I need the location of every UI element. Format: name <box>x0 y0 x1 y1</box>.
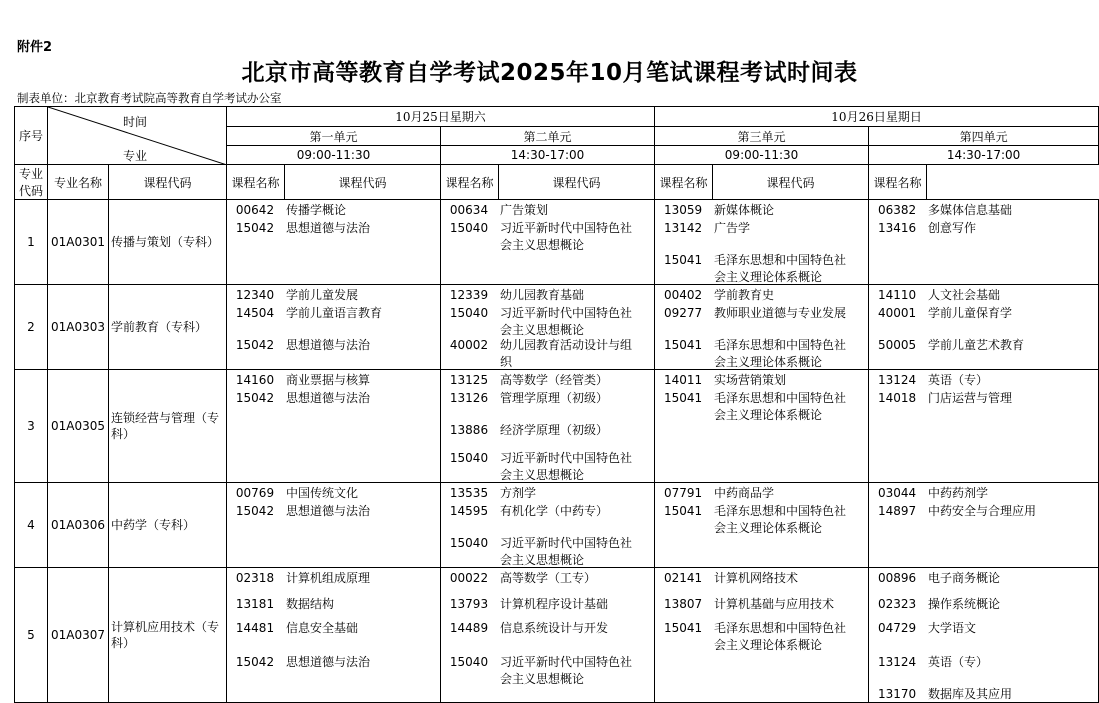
course-name: 计算机基础与应用技术 <box>714 597 835 611</box>
course-name: 学前教育史 <box>714 288 775 302</box>
row-major-name: 中药学（专科） <box>109 483 227 568</box>
course-code: 14018 <box>877 391 917 405</box>
course-name: 习近平新时代中国特色社 会主义思想概论 <box>500 221 633 252</box>
course-code: 15042 <box>235 504 275 518</box>
course-name: 习近平新时代中国特色社 会主义思想概论 <box>500 451 633 482</box>
course-code: 15040 <box>449 221 489 235</box>
course-name: 计算机网络技术 <box>714 571 799 585</box>
course-name: 数据结构 <box>286 597 335 611</box>
course-name: 英语（专） <box>928 373 989 387</box>
course-name: 操作系统概论 <box>928 597 1001 611</box>
course-name: 英语（专） <box>928 655 989 669</box>
table-row <box>15 370 1099 483</box>
header-time: 时间 <box>123 115 148 129</box>
course-name: 教师职业道德与专业发展 <box>714 306 847 320</box>
header-major-code: 专业代码 <box>15 165 48 200</box>
row-major-code: 01A0303 <box>48 285 109 370</box>
course-code: 14160 <box>235 373 275 387</box>
course-code: 06382 <box>877 203 917 217</box>
course-code: 00402 <box>663 288 703 302</box>
course-name: 思想道德与法治 <box>286 655 371 669</box>
header-unit-4: 第四单元 <box>869 127 1099 146</box>
course-code: 15042 <box>235 655 275 669</box>
course-name: 中药安全与合理应用 <box>928 504 1037 518</box>
course-code: 15041 <box>663 391 703 405</box>
course-code: 13416 <box>877 221 917 235</box>
header-unit-3: 第三单元 <box>655 127 869 146</box>
exam-slot-3 <box>655 568 869 703</box>
header-time-major <box>48 107 227 165</box>
row-major-name: 连锁经营与管理（专科） <box>109 370 227 483</box>
course-code: 40002 <box>449 338 489 352</box>
course-code: 15041 <box>663 253 703 267</box>
course-name: 学前儿童语言教育 <box>286 306 383 320</box>
course-code: 15040 <box>449 536 489 550</box>
course-name: 有机化学（中药专） <box>500 504 609 518</box>
exam-slot-4 <box>869 483 1099 568</box>
course-name: 多媒体信息基础 <box>928 203 1013 217</box>
table-row <box>15 568 1099 703</box>
row-seq: 1 <box>15 200 48 285</box>
course-code: 13124 <box>877 655 917 669</box>
course-code: 13793 <box>449 597 489 611</box>
course-name: 人文社会基础 <box>928 288 1001 302</box>
attachment-label: 附件2 <box>17 40 53 55</box>
course-name: 毛泽东思想和中国特色社 会主义理论体系概论 <box>714 621 847 652</box>
course-name: 中药药剂学 <box>928 486 989 500</box>
course-code: 13059 <box>663 203 703 217</box>
course-name: 商业票据与核算 <box>286 373 371 387</box>
row-major-name: 计算机应用技术（专科） <box>109 568 227 703</box>
exam-slot-4 <box>869 200 1099 285</box>
course-name: 创意写作 <box>928 221 977 235</box>
header-course-code-4: 课程代码 <box>713 165 869 200</box>
course-code: 02323 <box>877 597 917 611</box>
course-name: 高等数学（工专） <box>500 571 597 585</box>
page-title: 北京市高等教育自学考试2025年10月笔试课程考试时间表 <box>241 60 858 86</box>
course-name: 计算机程序设计基础 <box>500 597 609 611</box>
header-major-name: 专业名称 <box>48 165 109 200</box>
course-code: 00896 <box>877 571 917 585</box>
exam-slot-1 <box>227 568 441 703</box>
course-name: 习近平新时代中国特色社 会主义思想概论 <box>500 655 633 686</box>
course-code: 00022 <box>449 571 489 585</box>
header-time-4: 14:30-17:00 <box>869 146 1099 165</box>
exam-slot-2 <box>441 285 655 370</box>
course-code: 12339 <box>449 288 489 302</box>
table-row <box>15 200 1099 285</box>
course-name: 中国传统文化 <box>286 486 359 500</box>
header-course-code-3: 课程代码 <box>499 165 655 200</box>
header-day2: 10月26日星期日 <box>655 107 1099 127</box>
exam-slot-3 <box>655 285 869 370</box>
course-code: 13807 <box>663 597 703 611</box>
course-name: 毛泽东思想和中国特色社 会主义理论体系概论 <box>714 391 847 422</box>
row-major-code: 01A0301 <box>48 200 109 285</box>
course-code: 13125 <box>449 373 489 387</box>
course-name: 思想道德与法治 <box>286 504 371 518</box>
course-code: 15041 <box>663 338 703 352</box>
header-major: 专业 <box>123 149 148 163</box>
course-code: 15042 <box>235 391 275 405</box>
course-code: 14897 <box>877 504 917 518</box>
course-code: 15042 <box>235 338 275 352</box>
course-code: 14595 <box>449 504 489 518</box>
course-name: 习近平新时代中国特色社 会主义思想概论 <box>500 306 633 337</box>
course-name: 方剂学 <box>500 486 537 500</box>
header-time-2: 14:30-17:00 <box>441 146 655 165</box>
course-code: 13126 <box>449 391 489 405</box>
course-code: 13124 <box>877 373 917 387</box>
exam-slot-1 <box>227 200 441 285</box>
exam-slot-2 <box>441 568 655 703</box>
row-major-name: 传播与策划（专科） <box>109 200 227 285</box>
exam-slot-4 <box>869 568 1099 703</box>
issuer-line: 制表单位：北京教育考试院高等教育自学考试办公室 <box>17 91 282 105</box>
header-seq: 序号 <box>15 107 48 165</box>
header-day1: 10月25日星期六 <box>227 107 655 127</box>
course-name: 广告策划 <box>500 203 549 217</box>
exam-slot-1 <box>227 370 441 483</box>
row-major-name: 学前教育（专科） <box>109 285 227 370</box>
course-name: 大学语文 <box>928 621 977 635</box>
exam-slot-4 <box>869 370 1099 483</box>
row-seq: 5 <box>15 568 48 703</box>
course-name: 毛泽东思想和中国特色社 会主义理论体系概论 <box>714 253 847 284</box>
table-row <box>15 483 1099 568</box>
exam-slot-2 <box>441 200 655 285</box>
course-name: 思想道德与法治 <box>286 391 371 405</box>
course-code: 14504 <box>235 306 275 320</box>
course-code: 04729 <box>877 621 917 635</box>
header-time-1: 09:00-11:30 <box>227 146 441 165</box>
header-course-name-4: 课程名称 <box>869 165 927 200</box>
header-time-3: 09:00-11:30 <box>655 146 869 165</box>
course-name: 学前儿童保育学 <box>928 306 1013 320</box>
course-name: 习近平新时代中国特色社 会主义思想概论 <box>500 536 633 567</box>
course-name: 传播学概论 <box>286 203 347 217</box>
course-code: 03044 <box>877 486 917 500</box>
header-course-name-1: 课程名称 <box>227 165 285 200</box>
course-code: 00642 <box>235 203 275 217</box>
course-name: 毛泽东思想和中国特色社 会主义理论体系概论 <box>714 338 847 369</box>
course-name: 学前儿童发展 <box>286 288 359 302</box>
course-name: 实场营销策划 <box>714 373 787 387</box>
row-seq: 2 <box>15 285 48 370</box>
table-row <box>15 285 1099 370</box>
course-name: 中药商品学 <box>714 486 775 500</box>
row-major-code: 01A0305 <box>48 370 109 483</box>
course-name: 幼儿园教育基础 <box>500 288 585 302</box>
exam-slot-3 <box>655 483 869 568</box>
header-unit-2: 第二单元 <box>441 127 655 146</box>
course-name: 学前儿童艺术教育 <box>928 338 1025 352</box>
header-unit-1: 第一单元 <box>227 127 441 146</box>
exam-slot-2 <box>441 483 655 568</box>
course-name: 毛泽东思想和中国特色社 会主义理论体系概论 <box>714 504 847 535</box>
course-code: 15041 <box>663 621 703 635</box>
course-code: 13535 <box>449 486 489 500</box>
course-name: 经济学原理（初级） <box>500 423 609 437</box>
course-name: 管理学原理（初级） <box>500 391 609 405</box>
course-code: 00634 <box>449 203 489 217</box>
course-code: 13181 <box>235 597 275 611</box>
course-code: 13170 <box>877 687 917 701</box>
header-course-code-2: 课程代码 <box>285 165 441 200</box>
course-code: 14110 <box>877 288 917 302</box>
course-name: 计算机组成原理 <box>286 571 371 585</box>
course-code: 40001 <box>877 306 917 320</box>
course-name: 广告学 <box>714 221 751 235</box>
exam-slot-3 <box>655 200 869 285</box>
header-course-code-1: 课程代码 <box>109 165 227 200</box>
course-code: 15040 <box>449 306 489 320</box>
course-name: 高等数学（经管类） <box>500 373 609 387</box>
course-code: 02141 <box>663 571 703 585</box>
course-code: 15040 <box>449 451 489 465</box>
row-seq: 3 <box>15 370 48 483</box>
exam-schedule-table <box>14 106 1099 703</box>
row-major-code: 01A0306 <box>48 483 109 568</box>
exam-slot-4 <box>869 285 1099 370</box>
course-name: 思想道德与法治 <box>286 221 371 235</box>
row-seq: 4 <box>15 483 48 568</box>
course-code: 50005 <box>877 338 917 352</box>
course-name: 数据库及其应用 <box>928 687 1013 701</box>
exam-slot-3 <box>655 370 869 483</box>
course-code: 09277 <box>663 306 703 320</box>
header-course-name-3: 课程名称 <box>655 165 713 200</box>
course-name: 信息安全基础 <box>286 621 359 635</box>
header-course-name-2: 课程名称 <box>441 165 499 200</box>
course-code: 07791 <box>663 486 703 500</box>
course-code: 13886 <box>449 423 489 437</box>
course-name: 门店运营与管理 <box>928 391 1013 405</box>
row-major-code: 01A0307 <box>48 568 109 703</box>
course-code: 15040 <box>449 655 489 669</box>
course-code: 12340 <box>235 288 275 302</box>
exam-slot-2 <box>441 370 655 483</box>
exam-slot-1 <box>227 285 441 370</box>
course-name: 思想道德与法治 <box>286 338 371 352</box>
course-code: 00769 <box>235 486 275 500</box>
exam-slot-1 <box>227 483 441 568</box>
course-code: 02318 <box>235 571 275 585</box>
course-code: 14011 <box>663 373 703 387</box>
course-code: 14481 <box>235 621 275 635</box>
course-code: 14489 <box>449 621 489 635</box>
course-name: 信息系统设计与开发 <box>500 621 609 635</box>
course-name: 幼儿园教育活动设计与组 织 <box>500 338 633 369</box>
course-name: 电子商务概论 <box>928 571 1001 585</box>
course-code: 15041 <box>663 504 703 518</box>
course-code: 13142 <box>663 221 703 235</box>
course-code: 15042 <box>235 221 275 235</box>
course-name: 新媒体概论 <box>714 203 775 217</box>
